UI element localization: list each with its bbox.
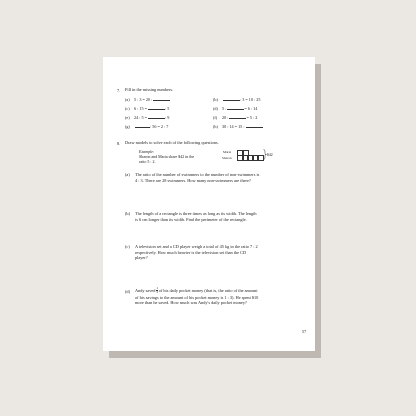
- q7-item-h: (h) 30 : 14 = 15 :: [213, 124, 263, 129]
- q8-part-a-line2: 4 : 3. There are 28 swimmers. How many non-swimmers are there?: [135, 177, 251, 183]
- q8-part-a-line1: The ratio of the number of swimmers to the number of non-swimmers is: [135, 172, 260, 177]
- q8-part-c-label: (c): [125, 244, 130, 249]
- q7-item-g: (g) : 56 = 2 : 7: [125, 124, 169, 129]
- answer-blank[interactable]: [135, 124, 150, 128]
- q8-part-d-line3: more than he saved. How much was Andy's daily pocket money?: [135, 300, 247, 305]
- answer-blank[interactable]: [227, 106, 244, 110]
- q8-part-c-line3: player?: [135, 255, 148, 260]
- model-total: $42: [267, 153, 273, 157]
- q8-part-d-label: (d): [125, 289, 131, 294]
- question-7-number: 7.: [117, 88, 121, 93]
- fraction: $\frac{1}{3}$: [156, 286, 158, 295]
- q7-item-c: (c) 6 : 15 = : 5: [125, 106, 170, 111]
- q8-part-b-label: (b): [125, 211, 131, 216]
- example-title: Example:: [139, 149, 155, 154]
- example-text-line1: Sharon and Maria share $42 in the: [139, 154, 195, 159]
- example-text-line2: ratio 5 : 2.: [139, 159, 156, 164]
- answer-blank[interactable]: [153, 97, 170, 101]
- q7-item-b: (b) : 3 = 10 : 25: [213, 97, 261, 102]
- answer-blank[interactable]: [229, 115, 246, 119]
- answer-blank[interactable]: [223, 97, 240, 101]
- model-label-sharon: Sharon: [222, 156, 232, 160]
- q8-part-d-line1: Andy saved $\frac{1}{3}$ of his daily pocket money (that is, the ratio of the amount: [135, 286, 258, 295]
- q8-part-a-label: (a): [125, 172, 130, 177]
- q7-item-d: (d) 5 : = 6 : 14: [213, 106, 258, 111]
- q8-part-c-line1: A television set and a CD player weigh a total of 45 kg in the ratio 7 : 2: [135, 244, 258, 249]
- question-7-instruction: Fill in the missing numbers.: [125, 87, 174, 92]
- q8-part-d-line2: of his savings to the amount of his pocket money is 1 : 3). He spent $10: [135, 294, 259, 300]
- q8-part-c-line2: respectively. How much heavier is the television set than the CD: [135, 249, 247, 255]
- answer-blank[interactable]: [148, 106, 165, 110]
- q8-part-b-line2: is 6 cm longer than its width. Find the perimeter of the rectangle.: [135, 216, 247, 222]
- q8-part-b-line1: The length of a rectangle is three times as long as its width. The length: [135, 211, 257, 216]
- q7-item-a: (a) 5 : 3 = 20 :: [125, 97, 170, 102]
- model-label-maria: Maria: [223, 150, 232, 154]
- page-number: 57: [302, 329, 307, 334]
- question-8-instruction: Draw models to solve each of the following questions.: [125, 140, 219, 145]
- q7-item-f: (f) 20 : = 5 : 2: [213, 115, 258, 120]
- answer-blank[interactable]: [148, 115, 165, 119]
- answer-blank[interactable]: [246, 124, 263, 128]
- question-8-number: 8.: [117, 141, 121, 146]
- q7-item-e: (e) 24 : 5 = : 9: [125, 115, 170, 120]
- workbook-page: [103, 57, 315, 351]
